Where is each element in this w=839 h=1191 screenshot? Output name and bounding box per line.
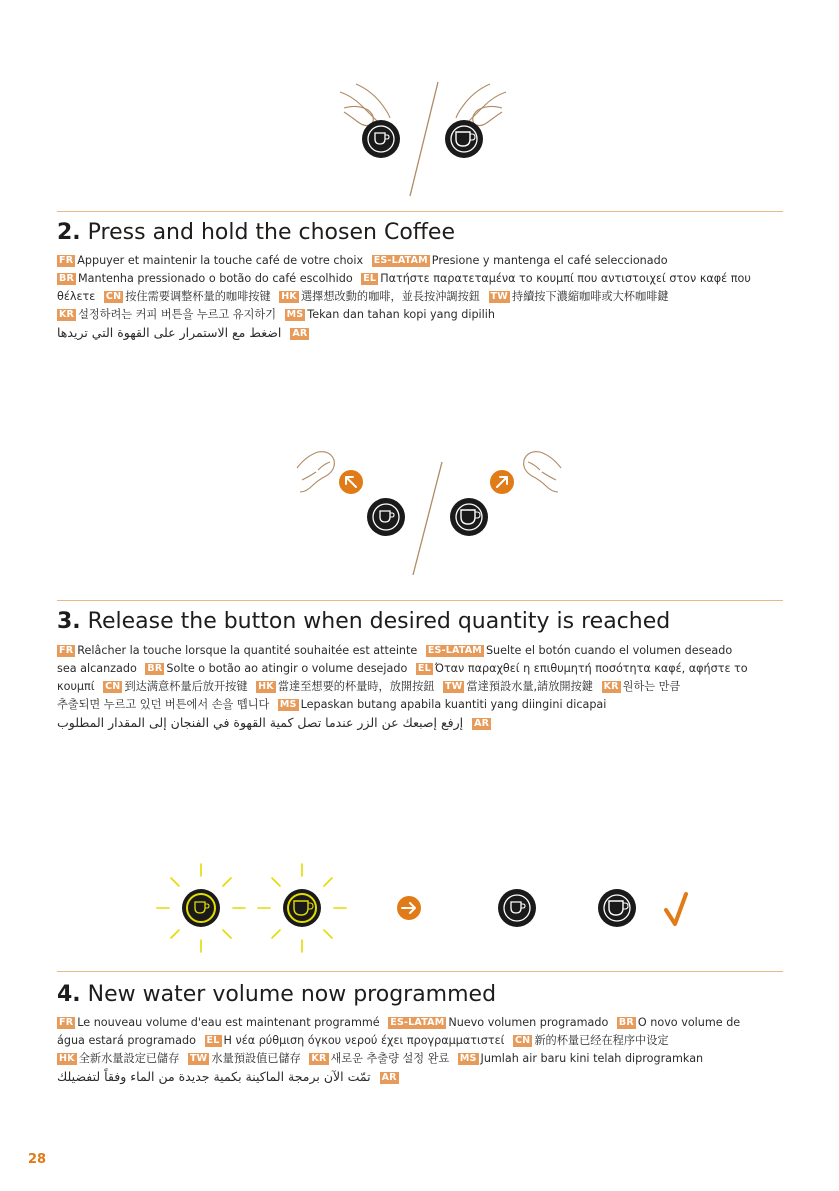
text-kr-cont: 추출되면 누르고 있던 버튼에서 손을 뗍니다 (57, 698, 270, 711)
text-ar: تمّت الآن برمجة الماكينة بكمية جديدة من الماء وفقاً لتفضيلك (57, 1069, 371, 1084)
text-line (57, 1014, 783, 1032)
text-line (57, 1050, 783, 1068)
lang-tag-cn: CN (105, 681, 121, 692)
step-title-text: New water volume now programmed (87, 982, 497, 1007)
text-fr: Appuyer et maintenir la touche café de votre choix (77, 254, 364, 267)
slash-divider-icon (413, 462, 442, 575)
text-br: Mantenha pressionado o botão do café escolhido (77, 272, 353, 285)
text-line (57, 660, 783, 678)
text-ms: Jumlah air baru kini telah diprogramkan (480, 1052, 704, 1065)
press-illustration (0, 0, 839, 200)
text-br: Solte o botão ao atingir o volume desejado (166, 662, 408, 675)
step-4-title (57, 982, 496, 1007)
lang-tag-ar: AR (292, 328, 308, 339)
lang-tag-cn: CN (105, 291, 122, 302)
lang-tag-fr: FR (59, 1017, 74, 1028)
lang-tag-fr: FR (59, 645, 74, 656)
section-divider (57, 971, 783, 972)
text-ms: Tekan dan tahan kopi yang dipilih (307, 308, 495, 321)
text-tw: 當達預設水量,請放開按鍵 (466, 680, 593, 693)
text-line (57, 714, 783, 732)
arrow-up-right-icon (490, 470, 514, 494)
text-kr: 원하는 만큼 (622, 680, 681, 693)
lang-tag-cn: CN (515, 1035, 531, 1046)
text-line (57, 1068, 783, 1086)
text-br: O novo volume de (637, 1016, 741, 1029)
programmed-illustration (0, 850, 839, 970)
lang-tag-ms: MS (459, 1053, 477, 1064)
text-tw: 持續按下濃縮咖啡或大杯咖啡鍵 (511, 290, 669, 303)
cup-small-button-icon (182, 889, 220, 927)
text-hk: 當達至想要的杯量時，放開按鈕 (277, 680, 435, 693)
hand-press-icon (340, 84, 390, 126)
lang-tag-hk: HK (59, 1053, 75, 1064)
lang-tag-kr: KR (311, 1053, 327, 1064)
lang-tag-hk: HK (281, 291, 297, 302)
lang-tag-br: BR (147, 663, 163, 674)
text-line (57, 270, 783, 288)
lang-tag-ms: MS (279, 699, 297, 710)
text-line (57, 642, 783, 660)
text-es-cont: sea alcanzado (57, 662, 137, 675)
text-el-cont: θέλετε (57, 290, 96, 303)
lang-tag-hk: HK (258, 681, 274, 692)
lang-tag-kr: KR (603, 681, 619, 692)
text-line (57, 306, 783, 324)
lang-tag-el: EL (206, 1035, 220, 1046)
text-el-cont: κουμπί (57, 680, 95, 693)
text-kr: 새로운 추출량 설정 완료 (330, 1052, 450, 1065)
hand-press-icon (456, 84, 506, 126)
step-title-text: Press and hold the chosen Coffee (87, 220, 456, 245)
lang-tag-tw: TW (445, 681, 463, 692)
cup-large-button-icon (283, 889, 321, 927)
lang-tag-tw: TW (189, 1053, 208, 1064)
text-el: Όταν παραχθεί η επιθυμητή ποσότητα καφέ, αφήστε το (434, 662, 748, 675)
text-cn: 新的杯量已经在程序中设定 (534, 1034, 669, 1047)
text-line (57, 678, 783, 696)
text-line (57, 324, 783, 342)
slash-divider-icon (410, 82, 438, 196)
step-3-title (57, 609, 670, 634)
step-3-translations (57, 642, 783, 732)
checkmark-icon (666, 894, 686, 924)
step-number: 3. (57, 609, 81, 634)
arrow-right-icon (397, 896, 421, 920)
cup-small-button-icon (362, 120, 400, 158)
step-4-translations (57, 1014, 783, 1086)
step-2-title (57, 220, 455, 245)
cup-large-button-icon (598, 889, 636, 927)
text-el: Πατήστε παρατεταμένα το κουμπί που αντιστοιχεί στον καφέ που (380, 272, 751, 285)
lang-tag-br: BR (618, 1017, 634, 1028)
text-ar: اضغط مع الاستمرار على القهوة التي تريدها (57, 325, 282, 340)
text-line (57, 696, 783, 714)
text-fr: Relâcher la touche lorsque la quantité souhaitée est atteinte (77, 644, 418, 657)
cup-large-button-icon (450, 498, 488, 536)
lang-tag-ms: MS (286, 309, 304, 320)
lang-tag-es: ES-LATAM (427, 645, 482, 656)
text-es: Nuevo volumen programado (448, 1016, 609, 1029)
text-line (57, 288, 783, 306)
text-fr: Le nouveau volume d'eau est maintenant programmé (77, 1016, 380, 1029)
text-cn: 到达满意杯量后放开按键 (124, 680, 248, 693)
text-line (57, 1032, 783, 1050)
step-title-text: Release the button when desired quantity is reached (87, 609, 671, 634)
cup-small-button-icon (367, 498, 405, 536)
text-ar: إرفع إصبعك عن الزر عندما تصل كمية القهوة في الفنجان إلى المقدار المطلوب (57, 715, 464, 730)
hand-press-icon (524, 452, 561, 492)
section-divider (57, 211, 783, 212)
text-ms: Lepaskan butang apabila kuantiti yang diingini dicapai (300, 698, 607, 711)
text-cn: 按住需要调整杯量的咖啡按键 (125, 290, 271, 303)
cup-large-button-icon (445, 120, 483, 158)
text-es: Presione y mantenga el café seleccionado (431, 254, 668, 267)
lang-tag-es: ES-LATAM (390, 1017, 445, 1028)
lang-tag-fr: FR (59, 255, 74, 266)
release-illustration (0, 440, 839, 590)
lang-tag-el: EL (363, 273, 377, 284)
text-br-cont: água estará programado (57, 1034, 196, 1047)
section-divider (57, 600, 783, 601)
lang-tag-br: BR (59, 273, 74, 284)
cup-small-button-icon (498, 889, 536, 927)
lang-tag-el: EL (417, 663, 431, 674)
step-number: 2. (57, 220, 81, 245)
lang-tag-ar: AR (474, 718, 490, 729)
text-hk: 全新水量設定已儲存 (78, 1052, 180, 1065)
lang-tag-tw: TW (490, 291, 508, 302)
lang-tag-es: ES-LATAM (373, 255, 428, 266)
text-kr: 설정하려는 커피 버튼을 누르고 유지하기 (78, 308, 277, 321)
hand-press-icon (297, 452, 334, 492)
step-number: 4. (57, 982, 81, 1007)
lang-tag-ar: AR (381, 1072, 397, 1083)
text-line (57, 252, 783, 270)
page-number: 28 (28, 1152, 47, 1167)
arrow-up-left-icon (339, 470, 363, 494)
text-es: Suelte el botón cuando el volumen deseado (485, 644, 733, 657)
text-el: Η νέα ρύθμιση όγκου νερού έχει προγραμματιστεί (223, 1034, 505, 1047)
text-tw: 水量預設值已儲存 (211, 1052, 301, 1065)
text-hk: 選擇想改動的咖啡，並長按沖調按鈕 (300, 290, 480, 303)
lang-tag-kr: KR (59, 309, 75, 320)
step-2-translations (57, 252, 783, 342)
